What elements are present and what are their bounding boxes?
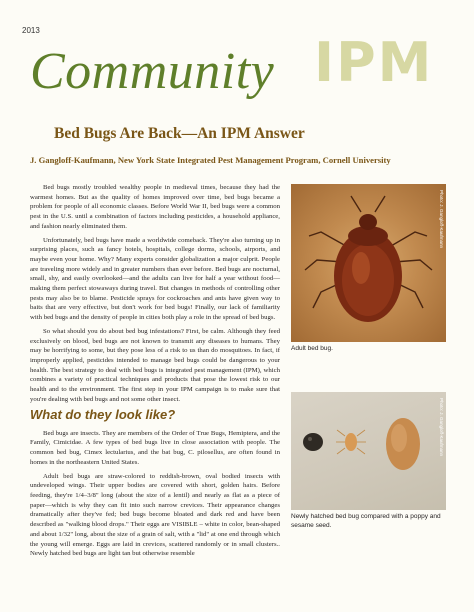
- article-headline: Bed Bugs Are Back—An IPM Answer: [54, 125, 305, 142]
- paragraph: Unfortunately, bed bugs have made a worldwide comeback. They're also turning up in surprising places, such as fancy hotels, hospitals, college dorms, schools, airports, and maybe even your home. Why? Many experts consider globalization a major culprit. People are traveling more widely and in greater numbers than ever before. Bed bugs are nocturnal, small, shy, and easily overlooked—and the adults can live for half a year without food—making them perfect stowaways during travel. But changes in methods of controlling other pests may also be to blame. Pesticide sprays for cockroaches and ants have given way to baits that are very effective, but don't work for bed bugs! Finally, our lack of familiarity with bed bugs and the density of people in cities both play a role in the spread of bed bugs.: [30, 236, 280, 322]
- masthead-community: Community: [30, 43, 275, 100]
- section-heading: What do they look like?: [30, 407, 176, 423]
- photo-credit: Photo: J. Gangloff-Kaufmann: [439, 398, 444, 456]
- photo-credit: Photo: J. Gangloff-Kaufmann: [439, 190, 444, 248]
- nymph-comparison-photo: [291, 392, 446, 510]
- article-body: [30, 183, 280, 563]
- paragraph: Bed bugs are insects. They are members of the Order of True Bugs, Hemiptera, and the Family, Cimicidae. A few types of bed bugs live in close association with people. The common bed bug, Cimex lectularius, and the bat bug, C. pilosellus, are often found in homes in the northeastern United States.: [30, 429, 280, 466]
- bed-bug-illustration: [291, 184, 446, 342]
- adult-bed-bug-photo: [291, 184, 446, 342]
- paragraph: Bed bugs mostly troubled wealthy people in medieval times, because they had the warmest homes. But as the quality of homes improved over time, bed bugs became a problem for people of all economic classes. Before World War II, bed bugs were a common pest in the U.S. until a combination of factors including pesticides, a household appliance, and fashion nearly eliminated them.: [30, 184, 280, 230]
- paragraph: So what should you do about bed bug infestations? First, be calm. Although they feed exclusively on blood, bed bugs are not known to transmit any diseases to humans. They may be horrifying to some, but they pose less of a risk to us than do mosquitoes. In fact, if improperly applied, pesticides intended to manage bed bugs could be dangerous to your health. The best strategy to deal with bed bugs is integrated pest management (IPM), which combines a variety of practical techniques and products that pose the lowest risk to our health and to the environment. The first step in your IPM campaign is to make sure that you're dealing with bed bugs and not some other insect.: [30, 327, 280, 403]
- photo-caption: Newly hatched bed bug compared with a poppy and sesame seed.: [291, 513, 441, 529]
- article-byline: J. Gangloff-Kaufmann, New York State Integrated Pest Management Program, Cornell University: [30, 155, 391, 165]
- issue-year: 2013: [22, 26, 40, 35]
- masthead-ipm: IPM: [314, 31, 434, 94]
- paragraph: Adult bed bugs are straw-colored to reddish-brown, oval bodied insects with undeveloped wings. Their upper bodies are covered with short, golden hairs. Before feeding, they're 1/4–3/8" long (about the size of a lentil) and nearly as flat as a piece of paper—which is why they can fit into such narrow crevices. Their appearance changes dramatically after they've fed; bed bugs become bloated and dark red and have been described as "walking blood drops." Their eggs are VISIBLE – white in color, bean-shaped and about 1/32" long, about the size of a grain of salt, with a "lid" at one end through which the young will emerge. Eggs are laid in crevices, scattered randomly or in small clusters.. Newly hatched bed bugs are light tan but otherwise resemble: [30, 472, 280, 558]
- photo-caption: Adult bed bug.: [291, 345, 333, 352]
- seeds-illustration: [291, 392, 446, 510]
